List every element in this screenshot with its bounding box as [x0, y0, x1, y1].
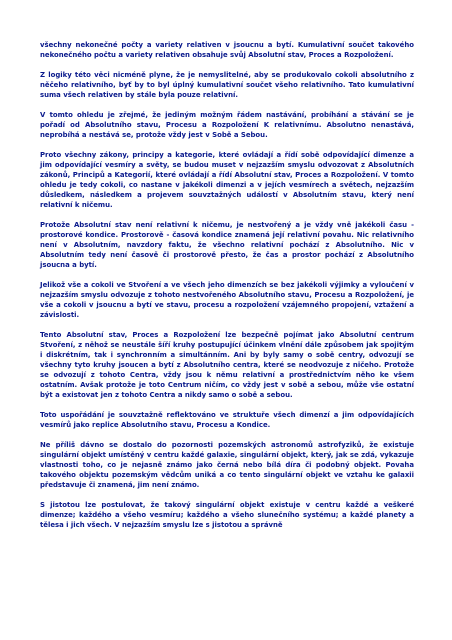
paragraph-8: Toto uspořádání je souvztažně reflektováno ve struktuře všech dimenzí a jim odpovídajících vesmírů jako replice Absolutního stavu, Procesu a Kondice. [40, 411, 414, 429]
paragraph-3: V tomto ohledu je zřejmé, že jediným možným řádem nastávání, probíhání a stávání se je pořadí od Absolutního stavu, Procesu a Rozpoložení K relativnímu. Absolutno nenastává, neprobíhá a nestává se, protože vždy jest v Sobě a Sebou. [40, 111, 414, 139]
paragraph-7: Tento Absolutní stav, Proces a Rozpoložení lze bezpečně pojímat jako Absolutní centrum Stvoření, z něhož se neustále šíří kruhy postupující účinkem vlnění dále způsobem jak spojitým i diskrétním, tak i synchronním a simultánním. Ani by byly samy o sobě centry, odvozují se všechny tyto kruhy jsoucen a bytí z Absolutního centra, které se neodvozuje z ničeho. Protože se odvozují z tohoto Centra, vždy jsou k němu relativní a prostřednictvím něho ke všem ostatním. Avšak protože je toto Centrum ničím, co vždy jest v sobě a sebou, může vše ostatní být a existovat jen z tohoto Centra a nikdy samo o sobě a sebou. [40, 331, 414, 399]
paragraph-5: Protože Absolutní stav není relativní k ničemu, je nestvořený a je vždy vně jakékoli času - prostorové kondice. Prostorově - časová kondice znamená její relativní povahu. Nic relativního není v Absolutním, navzdory faktu, že všechno relativní pochází z Absolutního. Nic v Absolutním tedy není časově či prostorově přesto, že čas a prostor pochází z Absolutního jsoucna a bytí. [40, 221, 414, 269]
paragraph-1: všechny nekonečné počty a variety relativen v jsoucnu a bytí. Kumulativní součet takového nekonečného počtu a variety relativen obsahuje svůj Absolutní stav, Proces a Rozpoložení. [40, 41, 414, 59]
paragraph-6: Jelikož vše a cokoli ve Stvoření a ve všech jeho dimenzích se bez jakékoli výjimky a vyloučení v nejzazším smyslu odvozuje z tohoto nestvořeného Absolutního stavu, Procesu a Rozpoložení, je vše a cokoli v jsoucnu a bytí ve stavu, procesu a rozpoložení vzájemného propojení, vztažení a závislosti. [40, 281, 414, 319]
paragraph-9: Ne příliš dávno se dostalo do pozornosti pozemských astronomů astrofyziků, že existuje singulární objekt umístěný v centru každé galaxie, singulární objekt, který, jak se zdá, vykazuje vlastnosti toho, co je nejasně známo jako černá nebo bílá díra či podobný objekt. Povaha takového objektu pozemským vědcům uniká a co tento singulární objekt ve vztahu ke galaxii představuje či znamená, jim není známo. [40, 441, 414, 489]
paragraph-4: Proto všechny zákony, principy a kategorie, které ovládají a řídí sobě odpovídající dimenze a jim odpovídající vesmíry a světy, se budou muset v nejzazším smyslu odvozovat z Absolutních zákonů, Principů a Kategorií, které ovládají a řídí Absolutní stav, Proces a Rozpoložení. V tomto ohledu je tedy cokoli, co nastane v jakékoli dimenzi a v jejích vesmírech a světech, nejzazším důsledkem, následkem a projevem souvztažných událostí v Absolutním stavu, který není relativní k ničemu. [40, 151, 414, 209]
paragraph-10: S jistotou lze postulovat, že takový singulární objekt existuje v centru každé a veškeré dimenze; každého a všeho vesmíru; každého a všeho slunečního systému; a každé planety a tělesa i jich všech. V nejzazším smyslu lze s jistotou a správně [40, 501, 414, 529]
document-page [40, 40, 414, 540]
paragraph-2: Z logiky této věci nicméně plyne, že je nemyslitelné, aby se produkovalo cokoli absolutního z něčeho relativního, byť by to byl úplný kumulativní součet všeho relativního. Tato kumulativní suma všech relativen by stále byla pouze relativní. [40, 71, 414, 99]
